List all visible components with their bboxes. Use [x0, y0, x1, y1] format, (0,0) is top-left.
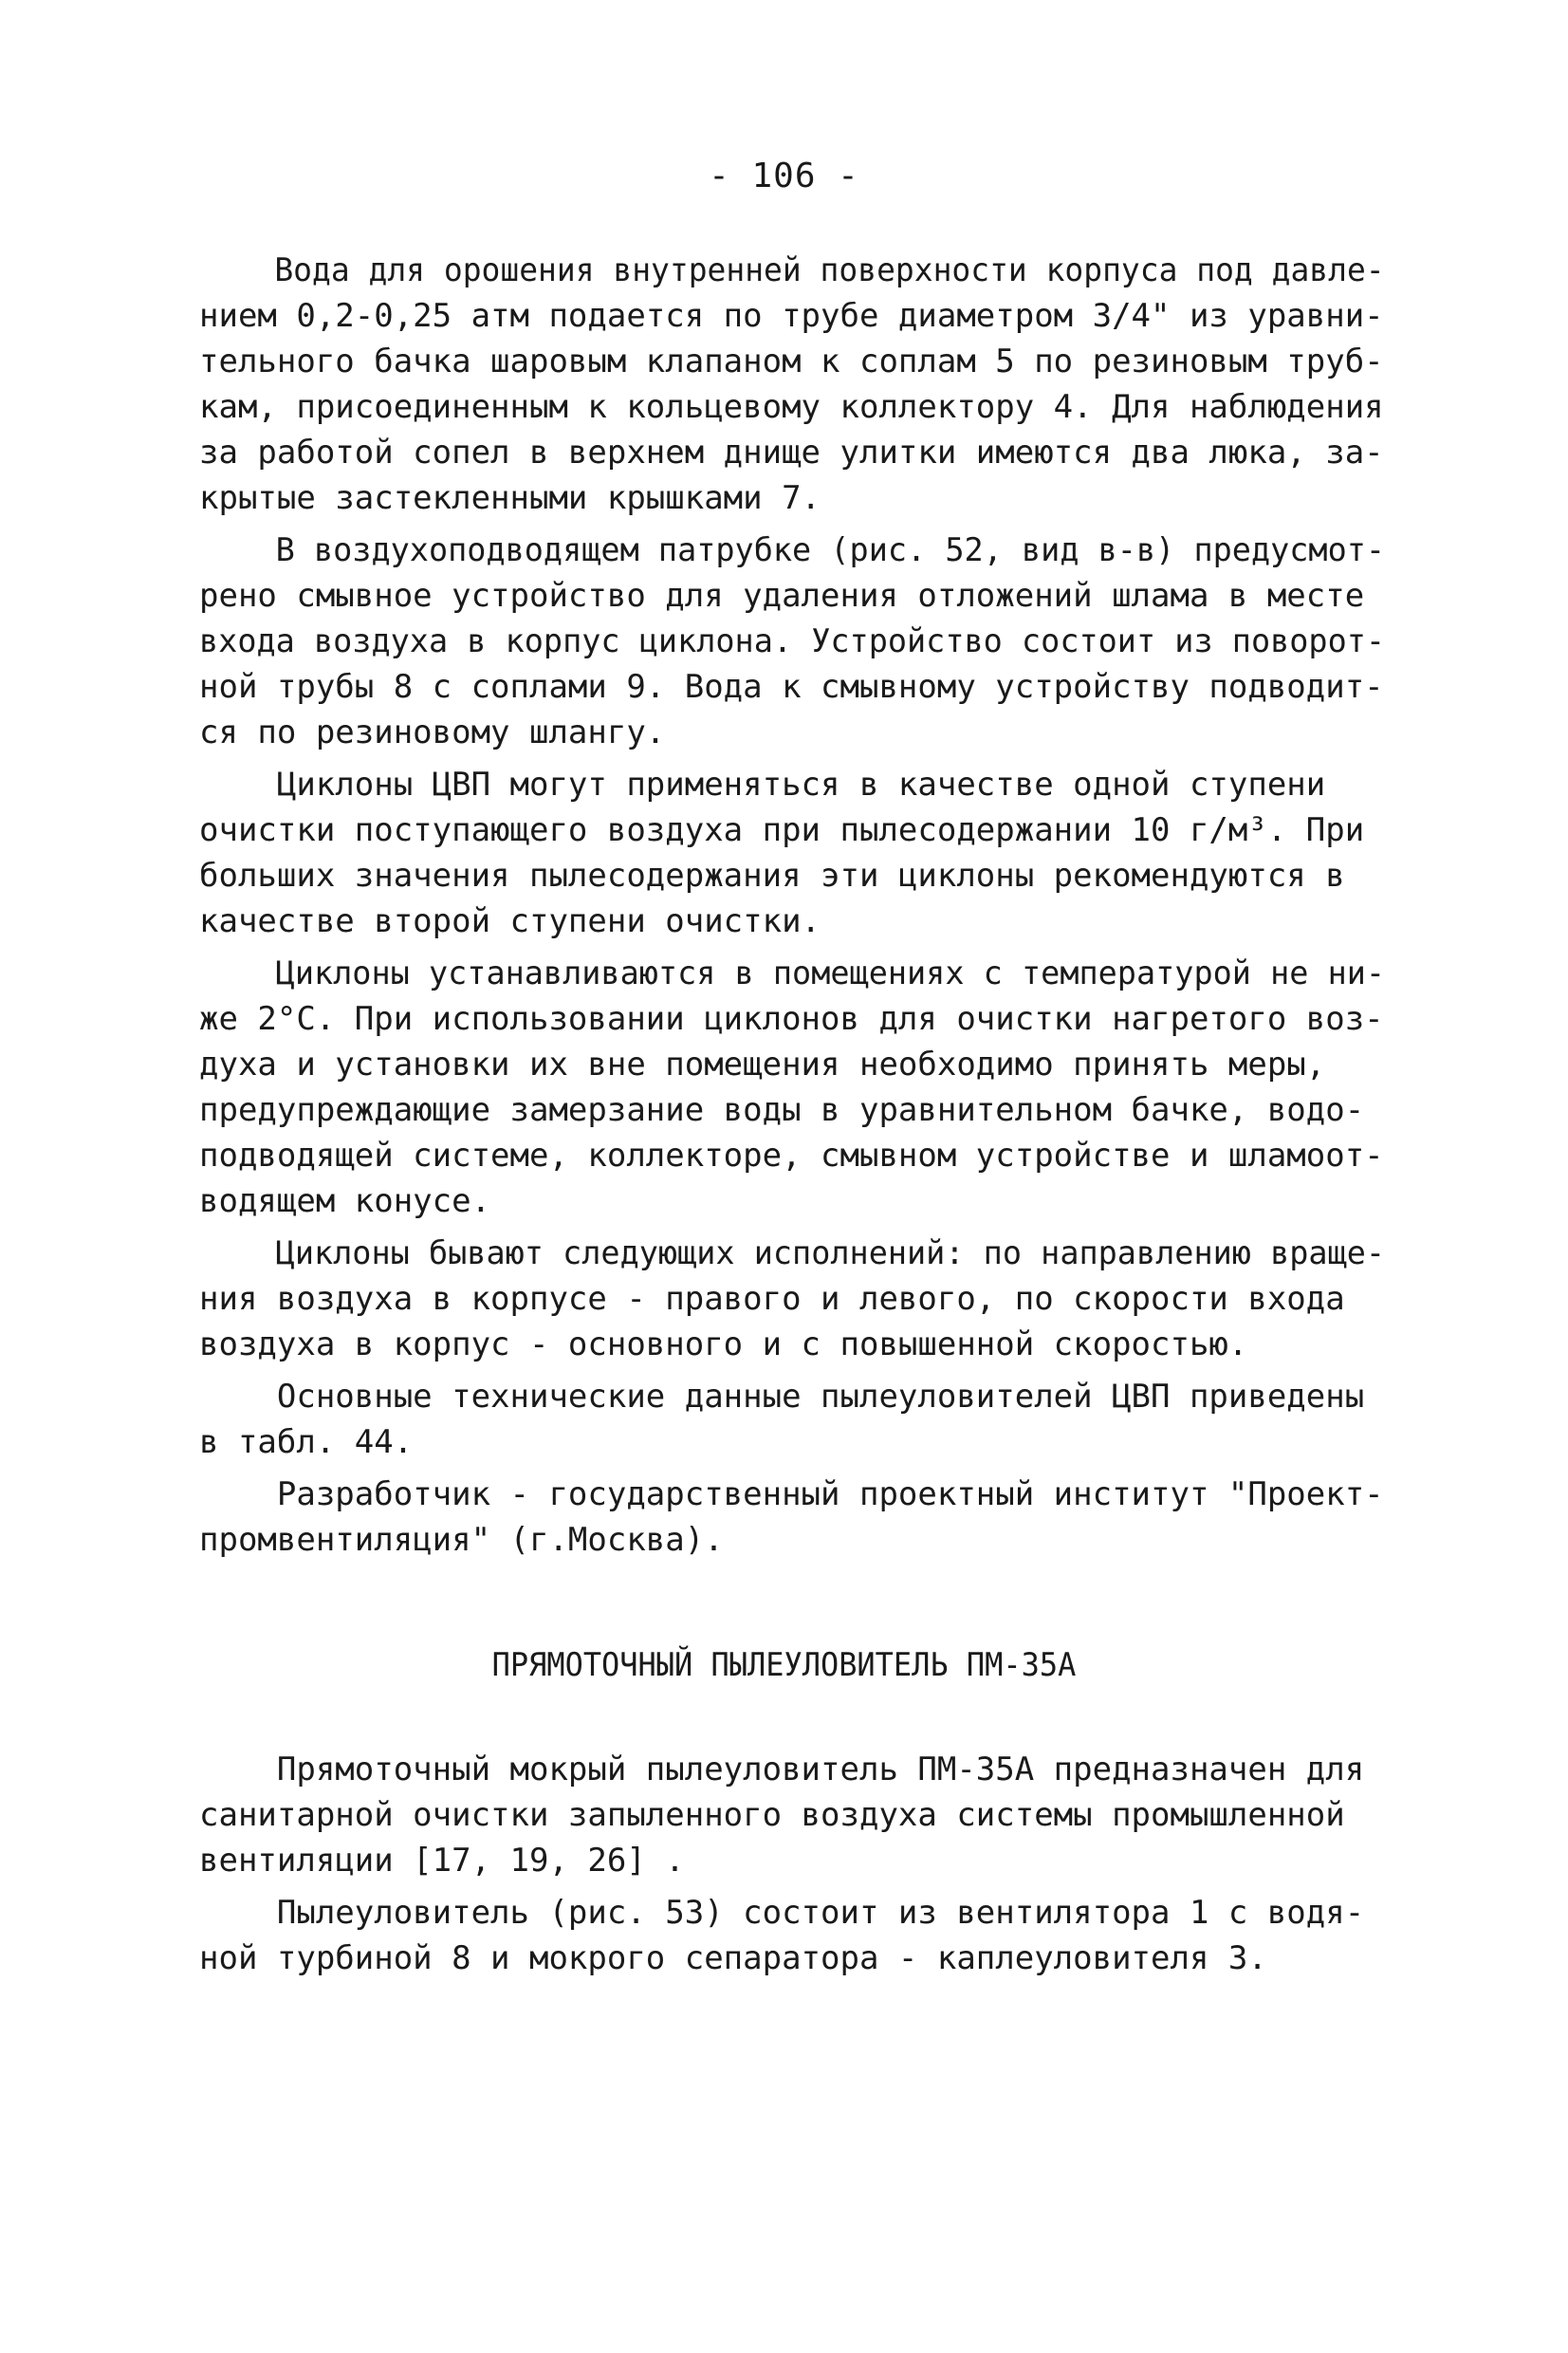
- text-line: Циклоны ЦВП могут применяться в качестве одной ступени: [199, 766, 1326, 804]
- text-line: ной турбиной 8 и мокрого сепаратора - каплеуловителя 3.: [199, 1939, 1267, 1977]
- text-line: Вода для орошения внутренней поверхности корпуса под давле-: [199, 251, 1385, 289]
- page-number: - 106 -: [709, 157, 859, 195]
- text-line: Циклоны бывают следующих исполнений: по направлению враще-: [199, 1234, 1386, 1272]
- text-line: промвентиляция" (г.Москва).: [199, 1521, 724, 1559]
- text-line: же 2°С. При использовании циклонов для очистки нагретого воз-: [199, 1000, 1384, 1038]
- text-line: санитарной очистки запыленного воздуха системы промышленной: [199, 1796, 1345, 1834]
- text-line: Основные технические данные пылеуловителей ЦВП приведены: [199, 1378, 1365, 1416]
- text-line: водящем конусе.: [199, 1182, 491, 1220]
- text-line: кам, присоединенным к кольцевому коллектору 4. Для наблюдения: [199, 388, 1384, 426]
- text-line: подводящей системе, коллекторе, смывном устройстве и шламоот-: [199, 1137, 1384, 1175]
- text-line: качестве второй ступени очистки.: [199, 902, 821, 940]
- text-line: Разработчик - государственный проектный институт "Проект-: [199, 1475, 1384, 1513]
- text-line: воздуха в корпус - основного и с повышенной скоростью.: [199, 1325, 1248, 1363]
- text-line: крытые застекленными крышками 7.: [199, 479, 821, 517]
- text-line: за работой сопел в верхнем днище улитки имеются два люка, за-: [199, 434, 1384, 472]
- text-line: Циклоны устанавливаются в помещениях с температурой не ни-: [199, 954, 1386, 992]
- text-line: В воздухоподводящем патрубке (рис. 52, вид в-в) предусмот-: [199, 531, 1386, 569]
- text-line: рено смывное устройство для удаления отложений шлама в месте: [199, 577, 1365, 615]
- text-line: духа и установки их вне помещения необходимо принять меры,: [199, 1046, 1326, 1084]
- text-line: больших значения пылесодержания эти циклоны рекомендуются в: [199, 857, 1345, 895]
- text-line: в табл. 44.: [199, 1423, 414, 1461]
- text-line: ной трубы 8 с соплами 9. Вода к смывному устройству подводит-: [199, 668, 1384, 706]
- text-line: предупреждающие замерзание воды в уравнительном бачке, водо-: [199, 1091, 1365, 1129]
- text-line: вентиляции [17, 19, 26] .: [199, 1842, 685, 1880]
- text-line: тельного бачка шаровым клапаном к соплам 5 по резиновым труб-: [199, 343, 1384, 380]
- text-line: нием 0,2-0,25 атм подается по трубе диаметром 3/4" из уравни-: [199, 297, 1384, 335]
- text-line: Пылеуловитель (рис. 53) состоит из вентилятора 1 с водя-: [199, 1894, 1365, 1932]
- text-line: ся по резиновому шлангу.: [199, 713, 666, 751]
- section-heading: ПРЯМОТОЧНЫЙ ПЫЛЕУЛОВИТЕЛЬ ПМ-35А: [491, 1646, 1077, 1684]
- text-line: очистки поступающего воздуха при пылесодержании 10 г/м³. При: [199, 811, 1365, 849]
- text-line: ния воздуха в корпусе - правого и левого, по скорости входа: [199, 1280, 1345, 1318]
- text-line: входа воздуха в корпус циклона. Устройство состоит из поворот-: [199, 622, 1386, 660]
- text-line: Прямоточный мокрый пылеуловитель ПМ-35А предназначен для: [199, 1751, 1365, 1788]
